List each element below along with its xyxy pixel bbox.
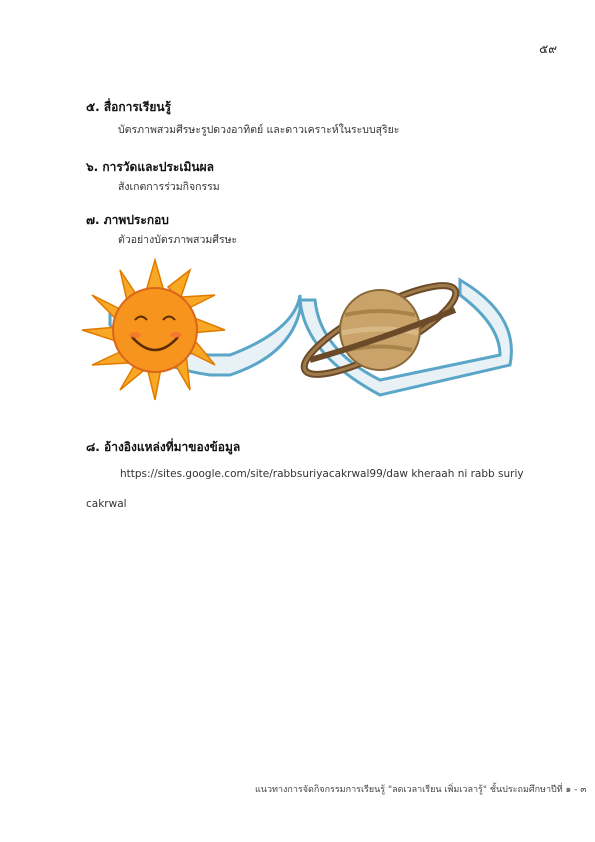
page-footer: แนวทางการจัดกิจกรรมการเรียนรู้ "ลดเวลาเรียน เพิ่มเวลารู้" ชั้นประถมศึกษาปีที่ ๑ - ๓ [255,785,587,795]
section-6-body: สังเกตการร่วมกิจกรรม [118,181,220,193]
section-6-heading: ๖. การวัดและประเมินผล [86,160,214,174]
section-5-heading: ๕. สื่อการเรียนรู้ [86,100,172,114]
reference-url-line1[interactable]: https://sites.google.com/site/rabbsuriyacakrwal99/daw kheraah ni rabb suriy [120,468,524,480]
section-5-body: บัตรภาพสวมศีรษะรูปดวงอาทิตย์ และดาวเคราะห์ในระบบสุริยะ [118,124,400,136]
page-number: ๕๙ [539,42,557,56]
section-8-heading: ๘. อ้างอิงแหล่งที่มาของข้อมูล [86,440,241,454]
headband-illustration [80,255,520,405]
sun-headband-icon [82,260,300,400]
reference-url-line2[interactable]: cakrwal [86,498,127,510]
saturn-headband-icon [295,271,512,395]
section-7-heading: ๗. ภาพประกอบ [86,213,169,227]
section-7-body: ตัวอย่างบัตรภาพสวมศีรษะ [118,234,238,246]
